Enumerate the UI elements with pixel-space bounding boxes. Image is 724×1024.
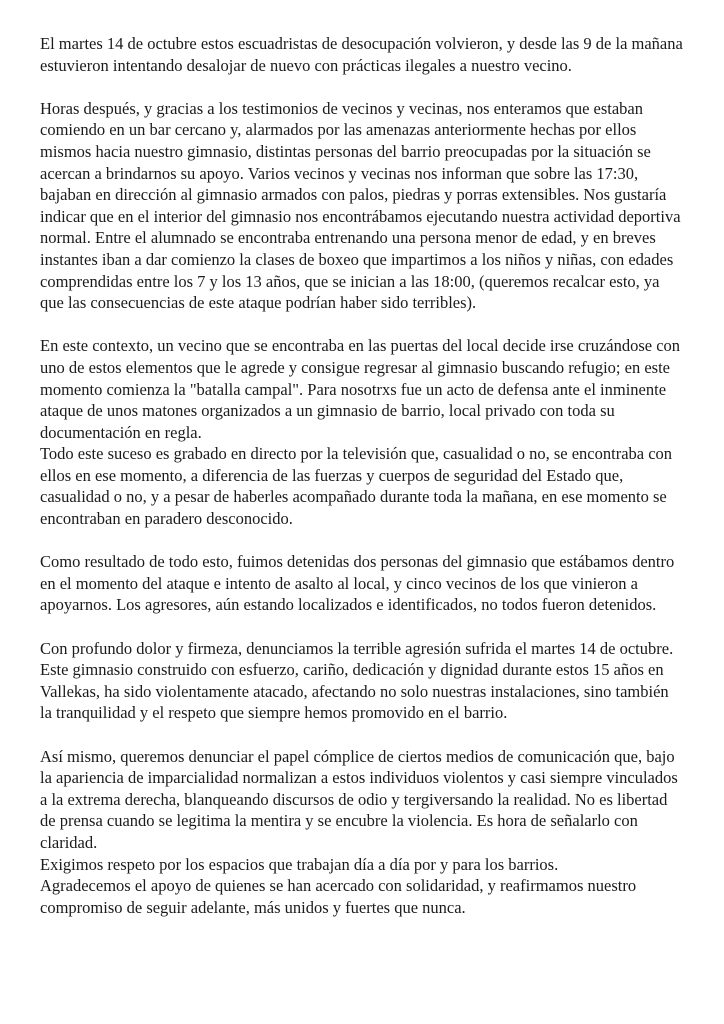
- paragraph: [40, 746, 684, 919]
- paragraph-text: Todo este suceso es grabado en directo por la televisión que, casualidad o no, se encontraba con ellos en ese momento, a diferencia de las fuerzas y cuerpos de seguridad del Estado que, casualidad o no, y a pesar de haberles acompañado durante toda la mañana, en ese momento se encontraban en paradero desconocido.: [40, 444, 673, 529]
- paragraph: [40, 335, 684, 529]
- paragraph: [40, 638, 684, 724]
- paragraph: [40, 551, 684, 616]
- paragraph-text: El martes 14 de octubre estos escuadristas de desocupación volvieron, y desde las 9 de la mañana estuvieron intentando desalojar de nuevo con prácticas ilegales a nuestro vecino.: [40, 34, 683, 75]
- paragraph-text: Como resultado de todo esto, fuimos detenidas dos personas del gimnasio que estábamos dentro en el momento del ataque e intento de asalto al local, y cinco vecinos de los que vinieron a apoyarnos. Los agresores, aún estando localizados e identificados, no todos fueron detenidos.: [40, 552, 675, 615]
- paragraph-text: Agradecemos el apoyo de quienes se han acercado con solidaridad, y reafirmamos nuestro compromiso de seguir adelante, más unidos y fuertes que nunca.: [40, 876, 637, 917]
- paragraph-text: Con profundo dolor y firmeza, denunciamos la terrible agresión sufrida el martes 14 de octubre. Este gimnasio construido con esfuerzo, cariño, dedicación y dignidad durante estos 15 años en Vallekas, ha sido violentamente atacado, afectando no solo nuestras instalaciones, sino también la tranquilidad y el respeto que siempre hemos promovido en el barrio.: [40, 638, 674, 723]
- paragraph: [40, 98, 684, 314]
- paragraph-text: Horas después, y gracias a los testimonios de vecinos y vecinas, nos enteramos que estaban comiendo en un bar cercano y, alarmados por las amenazas anteriormente hechas por ellos mismos hacia nuestro gimnasio, distintas personas del barrio preocupadas por la situación se acercan a brindarnos su apoyo. Varios vecinos y vecinas nos informan que sobre las 17:30, bajaban en dirección al gimnasio armados con palos, piedras y porras extensibles. Nos gustaría indicar que en el interior del gimnasio nos encontrábamos ejecutando nuestra actividad deportiva normal. Entre el alumnado se encontraba entrenando una persona menor de edad, y en breves instantes iban a dar comienzo la clases de boxeo que impartimos a los niños y niñas, con edades comprendidas entre los 7 y los 13 años, que se inician a las 18:00, (queremos recalcar esto, ya que las consecuencias de este ataque podrían haber sido terribles).: [40, 98, 681, 313]
- paragraph-text: En este contexto, un vecino que se encontraba en las puertas del local decide irse cruzándose con uno de estos elementos que le agrede y consigue regresar al gimnasio buscando refugio; en este momento comienza la "batalla campal". Para nosotrxs fue un acto de defensa ante el inminente ataque de unos matones organizados a un gimnasio de barrio, local privado con toda su documentación en regla.: [40, 336, 681, 442]
- paragraph-text: Así mismo, queremos denunciar el papel cómplice de ciertos medios de comunicación que, bajo la apariencia de imparcialidad normalizan a estos individuos violentos y casi siempre vinculados a la extrema derecha, blanqueando discursos de odio y tergiversando la realidad. No es libertad de prensa cuando se legitima la mentira y se encubre la violencia. Es hora de señalarlo con claridad.: [40, 746, 678, 852]
- paragraph: [40, 33, 684, 76]
- paragraph-text: Exigimos respeto por los espacios que trabajan día a día por y para los barrios.: [40, 854, 559, 874]
